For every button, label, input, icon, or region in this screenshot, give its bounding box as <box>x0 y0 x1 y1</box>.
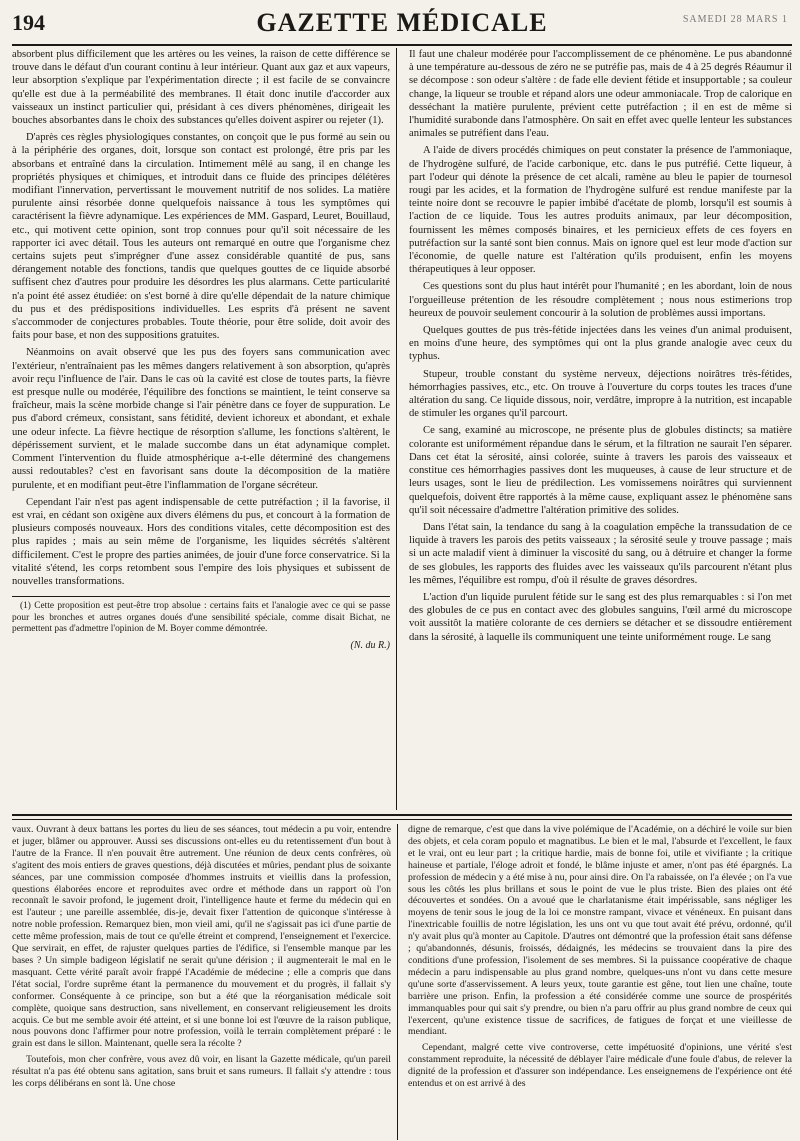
lower-left-column <box>12 824 398 1140</box>
section-divider <box>12 814 792 820</box>
article-lower <box>12 824 792 1140</box>
paragraph: A l'aide de divers procédés chimiques on peut constater la présence de l'ammoniaque, de l'hydrogène sulfuré, de l'acide carbonique, etc. dans le pus putréfié. Cette liqueur, à part l'odeur qui dénote la présence de cet alcali, ramène au bleu le papier de tournesol rougi par les acides, et la formation de l'hydrogène sulfuré est rendue manifeste par la teinte noire dont se recouvre le papier imbibé d'acétate de plomb, lorsqu'il est soumis à l'action de ce liquide. Tous les autres produits animaux, par leur décomposition, fournissent les mêmes composés binaires, et les pernicieux effets de ces foyers en putréfaction sur la santé sont bien connus. Mais on ignore quel est leur mode d'action sur l'économie, de quelle nature est l'altération qu'ils produisent, enfin les moyens thérapeutiques à leur opposer. <box>409 145 792 276</box>
paragraph: Cependant, malgré cette vive controverse, cette impétuosité d'opinions, une vérité s'est constamment reproduite, la nécessité de déblayer l'aire médicale d'une foule d'abus, de relever la dignité de la profession et d'assurer son indépendance. Les enseignemens de l'expérience ont été entendus et on est arrivé à des <box>408 1042 792 1090</box>
paragraph: Toutefois, mon cher confrère, vous avez dû voir, en lisant la Gazette médicale, qu'un pareil résultat n'a pas été obtenu sans agitation, sans bruit et sans rumeurs. Il fallait s'y attendre : tous les corps délibérans en sont là. Une chose <box>12 1054 391 1090</box>
paragraph: Dans l'état sain, la tendance du sang à la coagulation empêche la transsudation de ce liquide à travers les parois des petits vaisseaux ; la sérosité seule y trouve passage ; mais si un acte maladif vient à diminuer la viscosité du sang, ou à détruire et changer la forme de ses globules, les rapports des fluides avec les vaisseaux qu'ils parcourent n'étant plus les mêmes, l'équilibre est rompu, d'où il résulte de graves désordres. <box>409 521 792 586</box>
upper-left-column <box>12 48 397 810</box>
masthead-title: GAZETTE MÉDICALE <box>256 8 548 37</box>
footnote-text: (1) Cette proposition est peut-être trop absolue : certains faits et l'analogie avec ce qui se passe pour les bronches et autres organes doués d'une sensibilité spéciale, comme disait Bichat, ne permettent pas d'admettre l'opinion de M. Boyer comme démontrée. <box>12 601 390 635</box>
upper-right-column <box>407 48 792 810</box>
paragraph: digne de remarque, c'est que dans la vive polémique de l'Académie, on a déchiré le voile sur bien des objets, et cela coram populo et magnatibus. Le bien et le mal, l'absurde et l'excellent, le faux et le vrai, ont eu leur part ; la critique hardie, mais de bonne foi, utile et vivifiante ; la critique haineuse et partiale, l'éloge adroit et fondé, le blâme injuste et amer, n'ont pas été épargnés. La profession de médecin y a été mise à nu, pour ainsi dire. On l'a rabaissée, on l'a élevée ; on l'a vue sous les côtés les plus brillans et sous le point de vue le plus triste. Bien des plaies ont été découvertes et sondées. On a avoué que le charlatanisme était impérissable, sans négliger les moyens de tenir sous le joug de la loi ce monstre rampant, vivace et vénéneux. En puisant dans l'inextricable fouillis de notre législation, les uns ont vu que tout avait été prévu, ordonné, qu'il n'y avait plus qu'à monter au Capitole. D'autres ont démontré que la profession était sans défense ; qu'abandonnés, désunis, froissés, dédaignés, les médecins se trouvaient dans la pire des conditions d'une profession, l'isolement de ses membres. Si la puissance coopérative de chaque médecin a paru indispensable au plus grand nombre, quelques-uns n'ont vu dans cette mesure qu'une sorte d'asservissement. A leurs yeux, toute garantie est gêne, tout lien une chaîne, toute barrière une prison. Enfin, la profession a été considérée comme une source de prospérités immanquables pour qui sait s'y prendre, ou bien n'a paru offrir au plus grand nombre de ceux qui l'exercent, qu'une existence tissue de sacrifices, de fatigues de forçat et une vieillesse de mendiant. <box>408 824 792 1038</box>
paragraph: Néanmoins on avait observé que les pus des foyers sans communication avec l'extérieur, n'entraînaient pas les mêmes dangers relativement à son absorption, qu'après avoir reçu l'influence de l'air. Dans le cas où la cavité est close de toutes parts, la fièvre est presque nulle ou modérée, l'équilibre des fonctions se maintient, le teint conserve sa fraîcheur, mais la scène morbide change si l'air pénètre dans ce foyer de suppuration. Le pus d'abord crémeux, consistant, sans fétidité, devient ichoreux et abondant, et exhale une odeur infecte. La fièvre hectique de résorption s'allume, les fonctions s'altèrent, le dépérissement survient, et le malade succombe dans un état adynamique complet. Comment l'intervention du fluide atmosphérique a-t-elle déterminé des changemens aussi redoutables? c'est en favorisant sans doute la décomposition de la matière purulente, et en modifiant peut-être l'inflammation de l'organe sécréteur. <box>12 347 390 491</box>
paragraph: Quelques gouttes de pus très-fétide injectées dans les veines d'un animal produisent, en moins d'une heure, des symptômes qui ont la plus grande analogie avec ceux du typhus. <box>409 325 792 363</box>
paragraph: Stupeur, trouble constant du système nerveux, déjections noirâtres très-fétides, hémorrhagies passives, etc., etc. On trouve à l'ouverture du corps toutes les traces d'une altération du sang. Ce liquide dissous, noir, verdâtre, impropre à la nutrition, est incapable de stimuler les organes qu'il parcourt. <box>409 368 792 420</box>
paragraph: Il faut une chaleur modérée pour l'accomplissement de ce phénomène. Le pus abandonné à une température au-dessous de zéro ne se putréfie pas, mais de 4 à 25 degrés Réaumur il se décompose : son odeur s'altère : de fade elle devient fétide et insupportable ; sa couleur change, la liqueur se trouble et répand alors une odeur ammoniacale. Trop de calorique en desséchant la matière purulente, prévient cette putréfaction ; il en est de même si l'humidité surabonde dans l'atmosphère. On sait en effet avec quelle lenteur les substances animales se putréfient dans l'eau. <box>409 49 792 140</box>
paragraph: vaux. Ouvrant à deux battans les portes du lieu de ses séances, tout médecin a pu voir, entendre et juger, blâmer ou approuver. Aussi ses discussions ont-elles eu du retentissement d'un bout à l'autre de la France. Il n'en pouvait être autrement. Une réunion de deux cents confrères, où s'agitent des mois entiers de graves questions, déjà discutées et mûries, pendant plus de soixante séances, par une commission composée d'hommes instruits et vieillis dans la profession, questions élaborées encore et reproduites avec ordre et méthode dans un rapport où l'on reconnaît le savoir profond, le jugement droit, l'intelligence haute et ferme du médecin qui en est l'auteur ; une pareille assemblée, dis-je, devait fixer l'attention de quiconque s'intéresse à notre noble profession. Remarquez bien, mon vieil ami, qu'il ne s'agissait pas ici d'une partie de cette même profession, mais de tout ce qu'elle étreint et comprend, l'enseignement et l'exercice. Que servirait, en effet, de rajuster quelques parties de l'édifice, si l'ensemble manque par les bases ? Un simple badigeon législatif ne serait qu'une dérision ; il augmenterait le mal en le masquant. Cette vérité paraît avoir frappé l'Académie de médecine ; elle a compris que dans l'état social, l'ordre suprême étant la permanence du mouvement et du progrès, il fallait s'y conformer. Conséquente à ce principe, son but a été que la réorganisation médicale soit complète, quoique sans destruction, sans nivellement, en conservant religieusement les droits acquis. Ce but me semble avoir été atteint, et si une bonne loi est l'œuvre de la raison publique, nous pouvons donc l'affirmer pour notre profession, voilà le terrain complètement préparé : le grain est dans le sillon. Maintenant, quelle sera la récolte ? <box>12 824 391 1050</box>
lower-right-column <box>406 824 792 1140</box>
footnote <box>12 596 390 651</box>
date-strip: SAMEDI 28 MARS 1 <box>682 14 788 25</box>
page-number: 194 <box>12 10 45 35</box>
paragraph: Cependant l'air n'est pas agent indispensable de cette putréfaction ; il la favorise, il est vrai, en cédant son oxigène aux divers élémens du pus, et concourt à la formation de plusieurs composés nouveaux. Hors des conditions vitales, cette décomposition est des plus rapides ; mais au sein même de l'organisme, les liquides sécrétés s'altèrent difficilement. C'est le propre des parties animées, de jouir d'une force conservatrice. Si la vitalité s'étend, les corps retombent sous l'empire des lois physiques et subissent de nouvelles transformations. <box>12 496 390 587</box>
footnote-signature: (N. du R.) <box>350 639 390 651</box>
page-header <box>12 8 792 46</box>
paragraph: Ce sang, examiné au microscope, ne présente plus de globules distincts; sa matière colorante est uniformément répandue dans le sérum, et la filtration ne saurait l'en séparer. Dans cet état la sérosité, ainsi colorée, suinte à travers les parois des vaisseaux et constitue ces hémorrhagies passives dont les muqueuses, à cause de leur structure et de leurs usages, sont le lieu de prédilection. Les vomissemens noirâtres qui surviennent quelquefois, doivent être rapportés à la même cause, expliquant assez le phénomène sans qu'il soit nécessaire d'admettre l'altération primitive des solides. <box>409 425 792 516</box>
paragraph: absorbent plus difficilement que les artères ou les veines, la raison de cette différence se trouve dans le défaut d'un courant continu à leur intérieur. Quant aux gaz et aux vapeurs, leur absorption s'explique par l'expérimentation directe ; il est facile de se convaincre qu'elle est due à la perméabilité des membranes. Il était donc inutile d'accorder aux vaisseaux un instinct particulier qui, présidant à ces divers phénomènes, dirigeait les bouches absorbantes dans le choix des substances qu'elles doivent aspirer ou rejeter (1). <box>12 49 390 127</box>
paragraph: Ces questions sont du plus haut intérêt pour l'humanité ; en les abordant, loin de nous l'orgueilleuse prétention de les résoudre complètement ; nous nous estimerions trop heureux de pouvoir seulement concourir à la solution de problèmes aussi importans. <box>409 281 792 319</box>
paragraph: D'après ces règles physiologiques constantes, on conçoit que le pus formé au sein ou à la périphérie des organes, doit, lorsque son contact est prolongé, être pris par les absorbans et entraîné dans la circulation. Intimement mêlé au sang, il en change les propriétés physiques et chimiques, et introduit dans ce fluide des principes délétères modifiant l'innervation, pervertissant le mouvement nutritif de nos solides. La matière purulente ainsi résorbée donne quelquefois naissance à tous les symptômes qui caractérisent la fièvre adynamique. Les expériences de MM. Gaspard, Leuret, Bouillaud, etc., qui motivent cette opinion, sont trop connues pour qu'il soit nécessaire de les rapporter ici avec détail. Tous les auteurs ont remarqué en outre que l'organisme chez certains sujets peut s'imprégner d'une assez considérable quantité de pus, sans dérangement notable des fonctions, tandis que quelques gouttes de ce liquide absorbé suffisent chez d'autres pour produire les désordres les plus alarmans. Cette particularité n'a point été assez étudiée: on s'est borné à dire qu'elle dépendait de la nature chimique du pus et des prédispositions individuelles. Les esprits d'à présent ne savent s'accommoder de conjectures probables. Toute théorie, pour être solide, doit avoir des faits pour base, et non des suppositions gratuites. <box>12 132 390 342</box>
article-upper <box>12 48 792 810</box>
paragraph: L'action d'un liquide purulent fétide sur le sang est des plus remarquables : si l'on met des globules de ce pus en contact avec des globules sanguins, l'œil armé du microscope voit aussitôt la matière colorante de ces derniers se détacher et se dissoudre entièrement dans la sérosité, à laquelle ils communiquent une teinte uniformément rouge. Le sang <box>409 591 792 643</box>
